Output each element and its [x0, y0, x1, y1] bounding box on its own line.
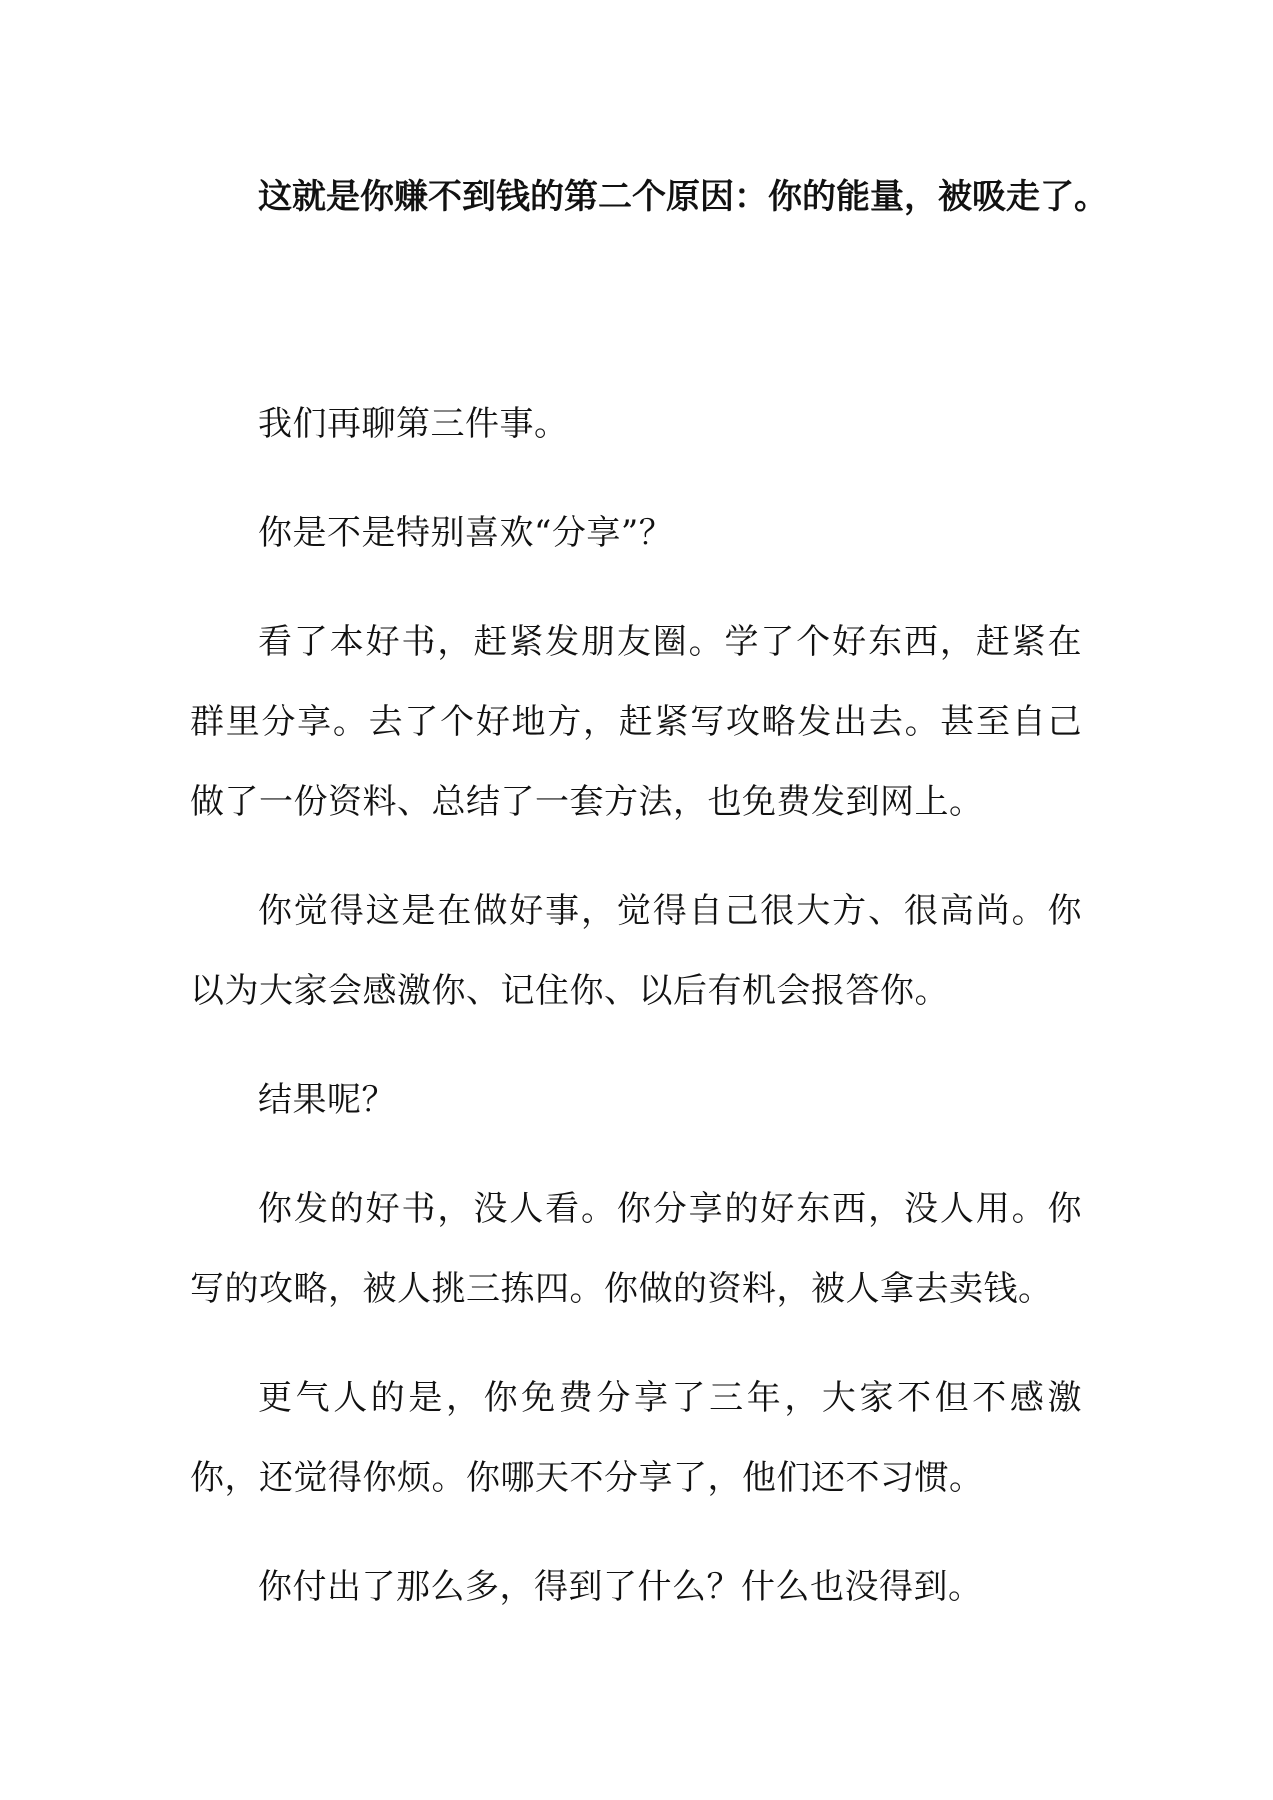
paragraph: 看了本好书，赶紧发朋友圈。学了个好东西，赶紧在群里分享。去了个好地方，赶紧写攻略发出去。甚至自己做了一份资料、总结了一套方法，也免费发到网上。 [190, 622, 1082, 822]
paragraph: 我们再聊第三件事。 [258, 404, 569, 444]
paragraph: 你是不是特别喜欢“分享”？ [258, 513, 674, 553]
paragraph: 你付出了那么多，得到了什么？什么也没得到。 [258, 1567, 983, 1607]
paragraph: 更气人的是，你免费分享了三年，大家不但不感激你，还觉得你烦。你哪天不分享了，他们还不习惯。 [190, 1378, 1082, 1498]
paragraph: 你觉得这是在做好事，觉得自己很大方、很高尚。你以为大家会感激你、记住你、以后有机会报答你。 [190, 891, 1082, 1011]
section-heading: 这就是你赚不到钱的第二个原因：你的能量，被吸走了。 [258, 177, 1108, 217]
paragraph: 你发的好书，没人看。你分享的好东西，没人用。你写的攻略，被人挑三拣四。你做的资料，被人拿去卖钱。 [190, 1189, 1082, 1309]
paragraph: 结果呢？ [258, 1080, 396, 1120]
document-body [190, 384, 1082, 1656]
